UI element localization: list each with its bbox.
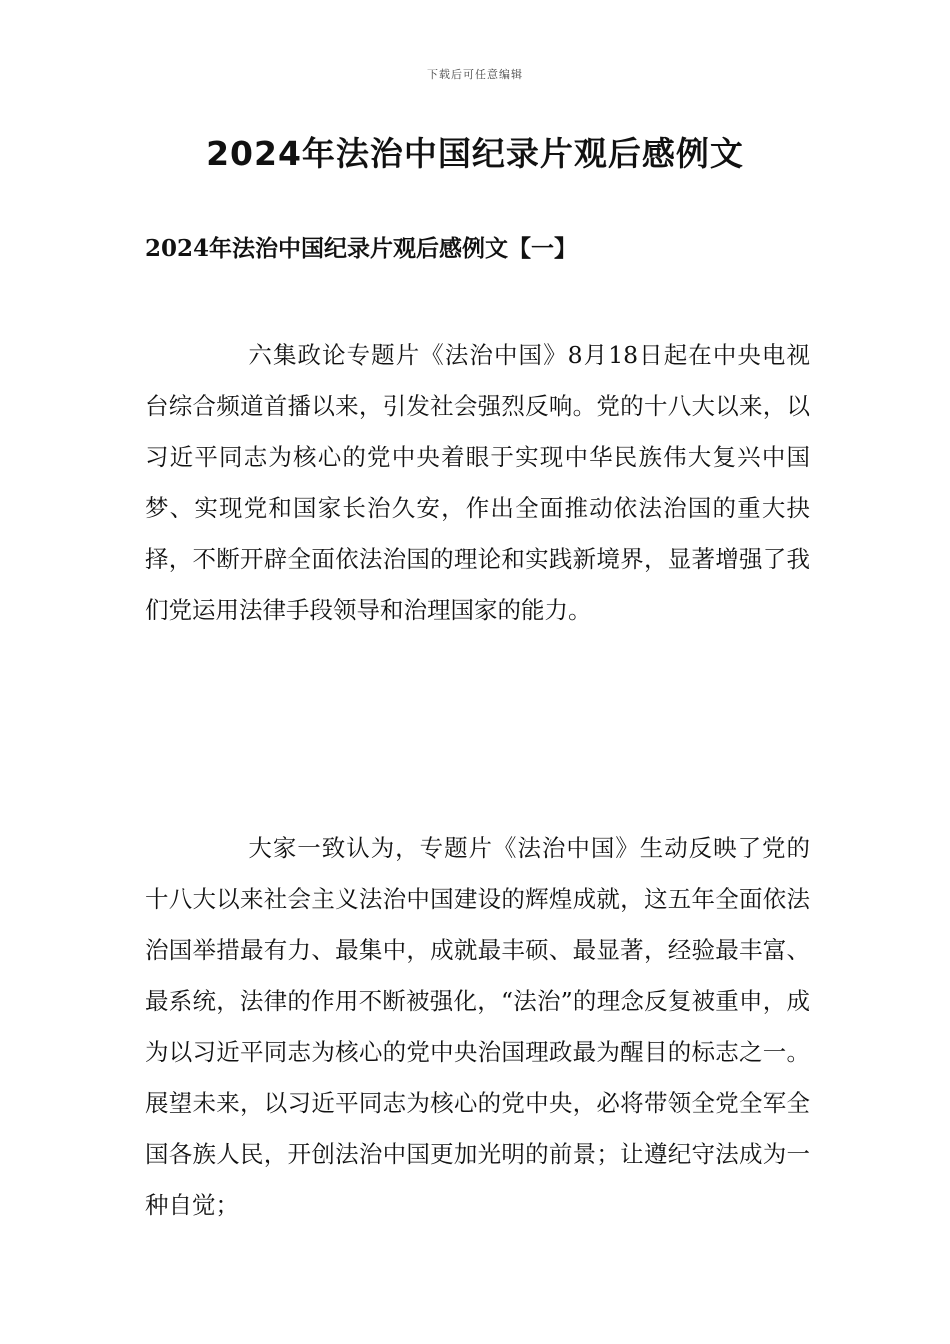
section-heading: 2024年法治中国纪录片观后感例文【一】 (145, 235, 578, 262)
header-note: 下载后可任意编辑 (427, 68, 523, 81)
document-title: 2024年法治中国纪录片观后感例文 (206, 134, 744, 173)
paragraph-2: 大家一致认为，专题片《法治中国》生动反映了党的十八大以来社会主义法治中国建设的辉煌成就，这五年全面依法治国举措最有力、最集中，成就最丰硕、最显著，经验最丰富、最系统，法律的作用不断被强化，“法治”的理念反复被重申，成为以习近平同志为核心的党中央治国理政最为醒目的标志之一。展望未来，以习近平同志为核心的党中央，必将带领全党全军全国各族人民，开创法治中国更加光明的前景；让遵纪守法成为一种自觉； (145, 834, 810, 1219)
paragraph-1: 六集政论专题片《法治中国》8月18日起在中央电视台综合频道首播以来，引发社会强烈反响。党的十八大以来，以习近平同志为核心的党中央着眼于实现中华民族伟大复兴中国梦、实现党和国家长治久安，作出全面推动依法治国的重大抉择，不断开辟全面依法治国的理论和实践新境界，显著增强了我们党运用法律手段领导和治理国家的能力。 (145, 341, 810, 624)
